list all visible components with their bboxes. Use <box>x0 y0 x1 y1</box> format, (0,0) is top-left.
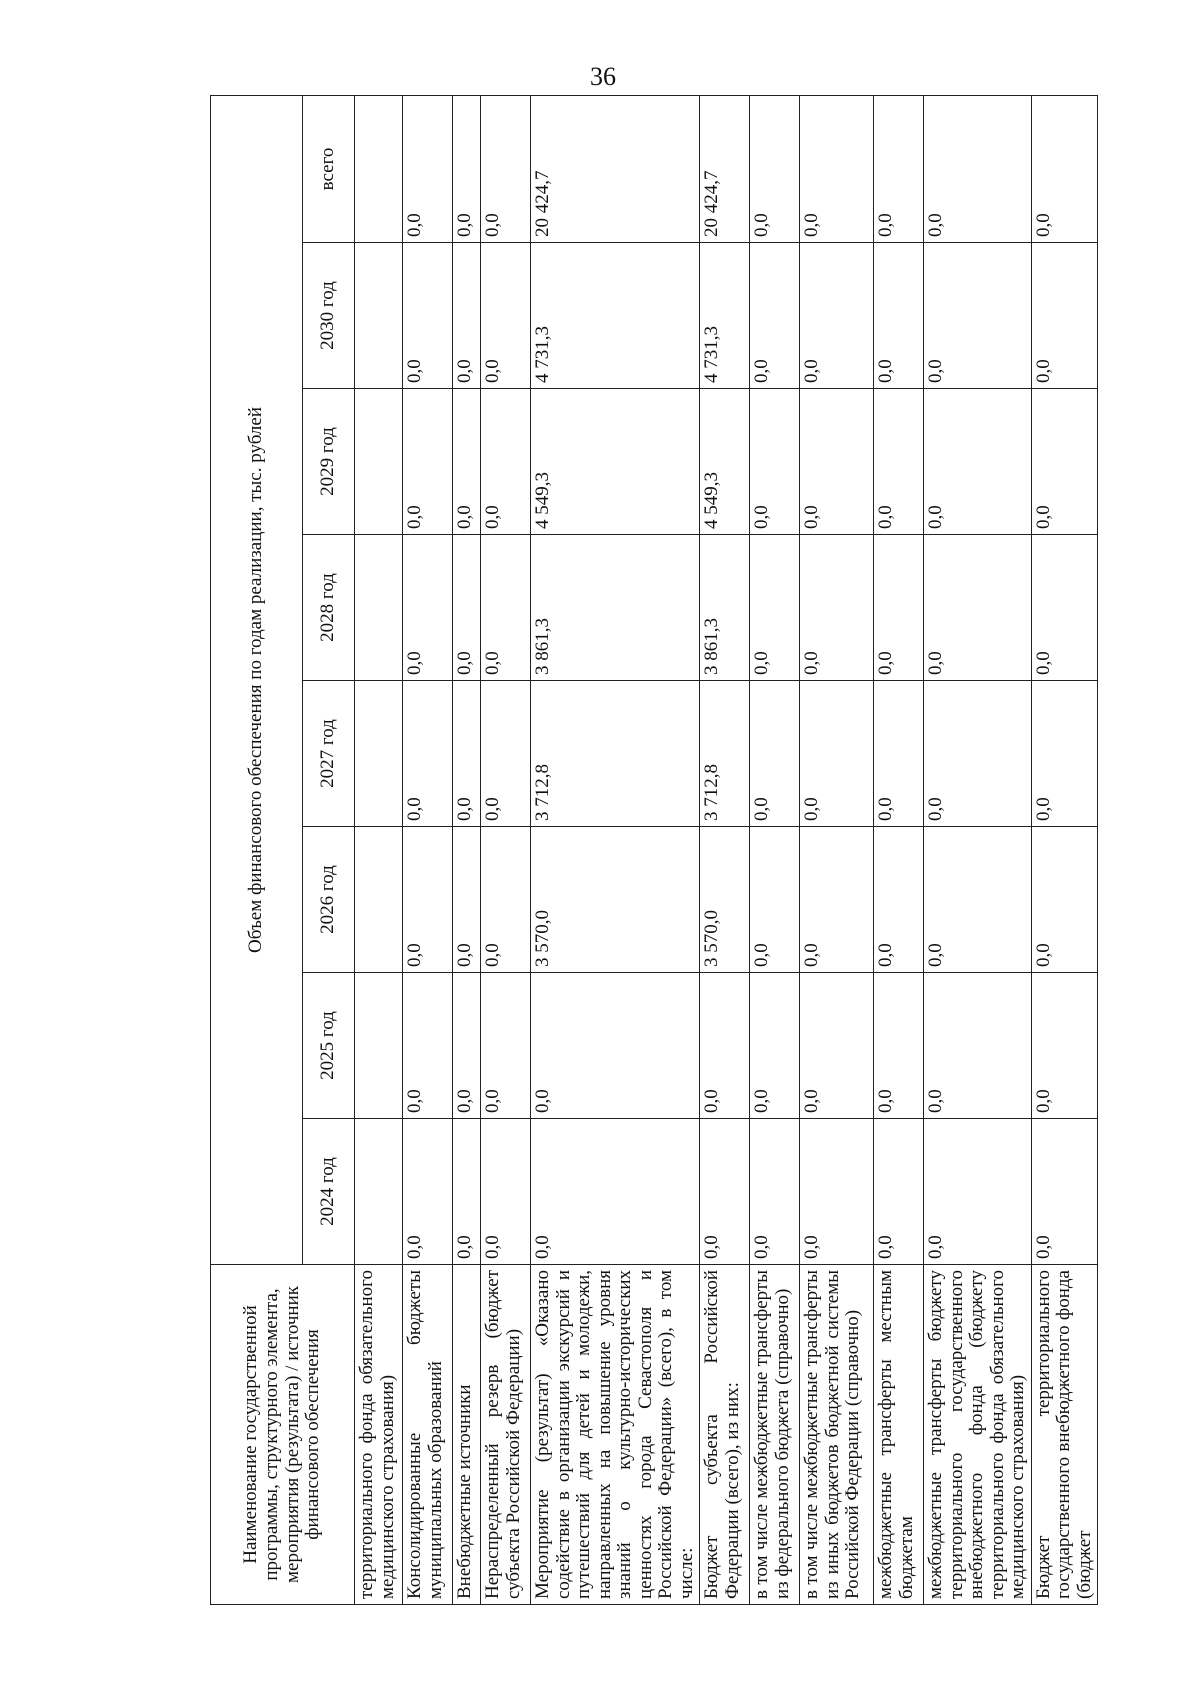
row-value-cell: 0,0 <box>800 827 874 973</box>
row-value-cell: 0,0 <box>924 95 1032 242</box>
row-value-cell: 0,0 <box>1031 1119 1098 1265</box>
row-value-cell: 0,0 <box>700 1119 750 1265</box>
row-value-cell: 0,0 <box>531 973 700 1119</box>
row-value-cell: 0,0 <box>750 535 800 681</box>
table-row <box>800 95 874 1604</box>
header-year-cell: 2028 год <box>303 535 355 681</box>
row-value-cell: 0,0 <box>481 389 531 535</box>
row-name-cell: межбюджетные трансферты местным бюджетам <box>874 1265 924 1605</box>
row-value-cell: 0,0 <box>1031 827 1098 973</box>
row-value-cell: 0,0 <box>750 681 800 827</box>
row-value-cell: 0,0 <box>874 243 924 389</box>
row-value-cell: 0,0 <box>800 95 874 242</box>
row-value-cell: 0,0 <box>800 973 874 1119</box>
row-value-cell: 0,0 <box>924 827 1032 973</box>
row-value-cell: 0,0 <box>700 973 750 1119</box>
header-year-cell: 2024 год <box>303 1119 355 1265</box>
row-value-cell: 0,0 <box>800 1119 874 1265</box>
row-value-cell: 0,0 <box>924 681 1032 827</box>
row-value-cell: 0,0 <box>453 681 481 827</box>
row-value-cell: 3 712,8 <box>700 681 750 827</box>
row-value-cell: 0,0 <box>481 827 531 973</box>
row-value-cell: 0,0 <box>453 1119 481 1265</box>
row-value-cell: 0,0 <box>874 389 924 535</box>
row-value-cell: 0,0 <box>403 681 453 827</box>
row-value-cell: 0,0 <box>800 243 874 389</box>
table-row <box>750 95 800 1604</box>
row-value-cell: 0,0 <box>800 681 874 827</box>
header-year-cell: 2027 год <box>303 681 355 827</box>
row-value-cell: 0,0 <box>403 95 453 242</box>
row-value-cell: 0,0 <box>403 535 453 681</box>
row-value-cell: 4 549,3 <box>531 389 700 535</box>
row-value-cell: 0,0 <box>453 827 481 973</box>
row-value-cell: 0,0 <box>800 535 874 681</box>
row-value-cell: 0,0 <box>874 1119 924 1265</box>
row-value-cell: 0,0 <box>403 389 453 535</box>
row-value-cell: 0,0 <box>924 243 1032 389</box>
row-value-cell: 3 570,0 <box>531 827 700 973</box>
row-name-cell: в том числе межбюджетные трансферты из иных бюджетов бюджетной системы Российской Федерации (справочно) <box>800 1265 874 1605</box>
row-value-cell: 3 712,8 <box>531 681 700 827</box>
row-value-cell <box>355 973 403 1119</box>
row-value-cell: 0,0 <box>1031 681 1098 827</box>
row-value-cell <box>355 1119 403 1265</box>
row-value-cell <box>355 95 403 242</box>
header-year-cell: 2029 год <box>303 389 355 535</box>
row-value-cell: 0,0 <box>1031 535 1098 681</box>
row-name-cell: Бюджет территориального государственного внебюджетного фонда (бюджет <box>1031 1265 1098 1605</box>
row-value-cell <box>355 827 403 973</box>
row-name-cell: территориального фонда обязательного медицинского страхования) <box>355 1265 403 1605</box>
row-value-cell: 0,0 <box>1031 95 1098 242</box>
page-number: 36 <box>590 62 616 91</box>
row-value-cell: 0,0 <box>481 535 531 681</box>
row-value-cell: 0,0 <box>874 535 924 681</box>
row-value-cell: 0,0 <box>403 827 453 973</box>
row-value-cell: 0,0 <box>1031 973 1098 1119</box>
row-name-cell: в том числе межбюджетные трансферты из федерального бюджета (справочно) <box>750 1265 800 1605</box>
header-name-cell: Наименование государственной программы, структурного элемента, мероприятия (результата) / источник финансового обеспечения <box>211 1265 355 1605</box>
row-value-cell: 20 424,7 <box>531 95 700 242</box>
row-value-cell: 0,0 <box>481 681 531 827</box>
row-name-cell: Внебюджетные источники <box>453 1265 481 1605</box>
row-value-cell: 0,0 <box>403 243 453 389</box>
row-value-cell: 4 731,3 <box>531 243 700 389</box>
row-value-cell <box>355 389 403 535</box>
header-volume-cell: Объем финансового обеспечения по годам реализации, тыс. рублей <box>211 95 303 1264</box>
row-value-cell: 0,0 <box>750 1119 800 1265</box>
header-year-cell: 2025 год <box>303 973 355 1119</box>
row-value-cell <box>355 681 403 827</box>
row-name-cell: межбюджетные трансферты бюджету территориального государственного внебюджетного фонда (бюджету территориального фонда обязательного медицинского страхования) <box>924 1265 1032 1605</box>
row-value-cell: 20 424,7 <box>700 95 750 242</box>
table-rotation-wrapper <box>210 97 1095 1605</box>
table-row <box>355 95 403 1604</box>
row-value-cell: 4 549,3 <box>700 389 750 535</box>
row-value-cell: 0,0 <box>1031 389 1098 535</box>
row-value-cell: 0,0 <box>750 973 800 1119</box>
row-name-cell: Мероприятие (результат) «Оказано содействие в организации экскурсий и путешествий для детей и молодежи, направленных на повышение уровня знаний о культурно-исторических ценностях города Севастополя и Российской Федерации» (всего), в том числе: <box>531 1265 700 1605</box>
row-value-cell: 0,0 <box>453 95 481 242</box>
row-value-cell: 4 731,3 <box>700 243 750 389</box>
header-year-cell: 2030 год <box>303 243 355 389</box>
row-value-cell: 0,0 <box>403 1119 453 1265</box>
row-value-cell: 0,0 <box>924 389 1032 535</box>
table-row <box>924 95 1032 1604</box>
row-value-cell: 0,0 <box>481 1119 531 1265</box>
row-value-cell: 0,0 <box>800 389 874 535</box>
table-row <box>874 95 924 1604</box>
row-value-cell: 0,0 <box>750 389 800 535</box>
row-value-cell: 3 861,3 <box>700 535 750 681</box>
row-value-cell: 0,0 <box>403 973 453 1119</box>
row-value-cell: 3 861,3 <box>531 535 700 681</box>
table-row <box>700 95 750 1604</box>
row-value-cell: 0,0 <box>481 95 531 242</box>
row-value-cell: 0,0 <box>1031 243 1098 389</box>
header-year-cell: всего <box>303 95 355 242</box>
row-value-cell: 0,0 <box>481 243 531 389</box>
table-row <box>1031 95 1098 1604</box>
row-value-cell: 0,0 <box>750 95 800 242</box>
row-value-cell: 0,0 <box>453 243 481 389</box>
table-row <box>481 95 531 1604</box>
rotated-table-container <box>210 97 1095 1605</box>
table-row <box>403 95 453 1604</box>
table-row <box>453 95 481 1604</box>
row-value-cell: 0,0 <box>924 973 1032 1119</box>
table-row <box>531 95 700 1604</box>
row-value-cell: 0,0 <box>874 95 924 242</box>
row-value-cell <box>355 535 403 681</box>
row-value-cell: 3 570,0 <box>700 827 750 973</box>
row-value-cell: 0,0 <box>531 1119 700 1265</box>
financing-table <box>210 95 1098 1605</box>
row-value-cell: 0,0 <box>481 973 531 1119</box>
row-value-cell <box>355 243 403 389</box>
row-value-cell: 0,0 <box>874 973 924 1119</box>
row-value-cell: 0,0 <box>453 535 481 681</box>
row-value-cell: 0,0 <box>453 389 481 535</box>
row-value-cell: 0,0 <box>874 681 924 827</box>
header-year-cell: 2026 год <box>303 827 355 973</box>
row-name-cell: Бюджет субъекта Российской Федерации (всего), из них: <box>700 1265 750 1605</box>
row-value-cell: 0,0 <box>750 827 800 973</box>
row-value-cell: 0,0 <box>924 535 1032 681</box>
row-value-cell: 0,0 <box>453 973 481 1119</box>
row-value-cell: 0,0 <box>750 243 800 389</box>
row-value-cell: 0,0 <box>924 1119 1032 1265</box>
row-value-cell: 0,0 <box>874 827 924 973</box>
row-name-cell: Консолидированные бюджеты муниципальных образований <box>403 1265 453 1605</box>
row-name-cell: Нераспределенный резерв (бюджет субъекта Российской Федерации) <box>481 1265 531 1605</box>
